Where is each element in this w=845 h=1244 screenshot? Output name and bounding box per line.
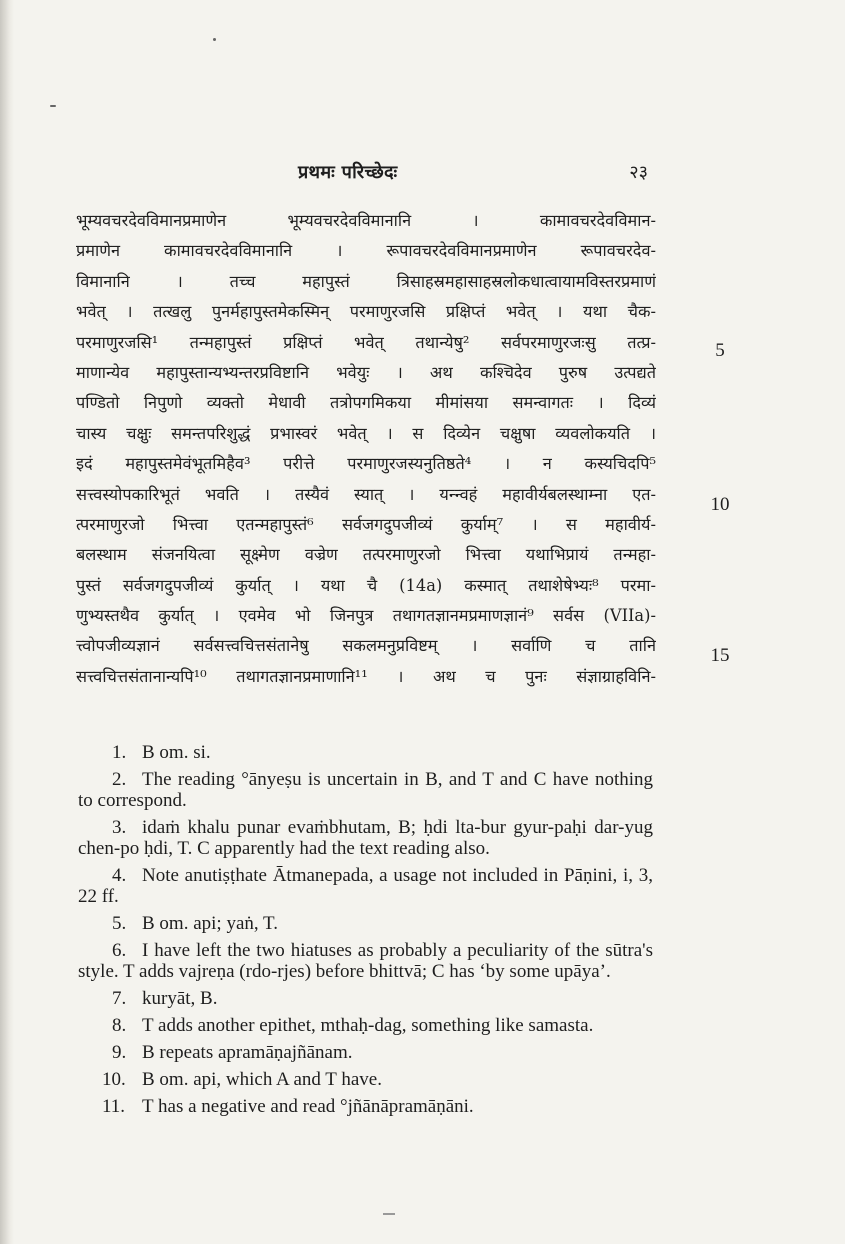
text-line: बलस्थाम संजनयित्वा सूक्ष्मेण वज्रेण तत्परमाणुरजो भित्त्वा यथाभिप्रायं तन्महा- [76,545,656,565]
text-line: भवेत् । तत्खलु पुनर्महापुस्तमेकस्मिन् परमाणुरजसि प्रक्षिप्तं भवेत् । यथा चैक- [76,302,656,322]
text-line: भूम्यवचरदेवविमानप्रमाणेन भूम्यवचरदेवविमानानि । कामावचरदेवविमान- [76,211,656,230]
paper-speck [213,38,216,41]
text-line: त्त्वोपजीव्यज्ञानं सर्वसत्त्वचित्तसंतानेषु सकलमनुप्रविष्टम् । सर्वाणि च तानि [76,636,656,656]
text-line: णुभ्यस्तथैव कुर्यात् । एवमेव भो जिनपुत्र तथागतज्ञानमप्रमाणज्ञानं⁹ सर्वस (VIIa)- [76,606,656,626]
text-line: चास्य चक्षुः समन्तपरिशुद्धं प्रभास्वरं भवेत् । स दिव्येन चक्षुषा व्यवलोकयति । [76,423,656,443]
footnote: 5. B om. api; yaṅ, T. [112,913,278,934]
sanskrit-text-block [76,206,656,692]
footnote: 2. The reading °ānyeṣu is uncertain in B, and T and C have nothing to correspond. [78,769,653,811]
footnote: 7. kuryāt, B. [112,988,218,1009]
page-number: २३ [629,162,648,183]
running-header [296,160,648,190]
text-line: सत्त्वस्योपकारिभूतं भवति । तस्यैवं स्यात् । यन्न्वहं महावीर्यबलस्थाम्ना एत- [76,484,656,504]
bottom-mark [383,1213,395,1215]
text-line: पुस्तं सर्वजगदुपजीव्यं कुर्यात् । यथा चै (14a) कस्मात् तथाशेषेभ्यः⁸ परमा- [76,575,656,595]
page-edge-shadow [0,0,14,1244]
footnotes [78,742,653,1123]
text-line: सत्त्वचित्तसंतानान्यपि¹⁰ तथागतज्ञानप्रमाणानि¹¹ । अथ च पुनः संज्ञाग्राहविनि- [76,666,656,686]
text-line: प्रमाणेन कामावचरदेवविमानानि । रूपावचरदेवविमानप्रमाणेन रूपावचरदेव- [76,241,656,261]
footnote: 4. Note anutiṣṭhate Ātmanepada, a usage not included in Pāṇini, i, 3, 22 ff. [78,865,653,907]
line-number-15: 15 [710,645,730,666]
text-line: विमानानि । तच्च महापुस्तं त्रिसाहस्रमहासाहस्रलोकधात्वायामविस्तरप्रमाणं [76,271,656,291]
footnote: 9. B repeats apramāṇajñānam. [112,1042,353,1063]
footnote: 11. T has a negative and read °jñānāpramāṇāni. [102,1096,474,1117]
text-line: माणान्येव महापुस्तान्यभ्यन्तरप्रविष्टानि भवेयुः । अथ कश्चिदेव पुरुष उत्पद्यते [76,362,656,382]
footnote: 8. T adds another epithet, mthaḥ-dag, something like samasta. [112,1015,594,1036]
line-number-5: 5 [715,340,725,361]
footnote: 6. I have left the two hiatuses as probably a peculiarity of the sūtra's style. T adds vajreṇa (rdo-rjes) before bhittvā; C has ‘by some upāya’. [78,940,653,982]
text-line: इदं महापुस्तमेवंभूतमिहैव³ परीत्ते परमाणुरजस्यनुतिष्ठते⁴ । न कस्यचिदपि⁵ [76,454,656,474]
footnote: 1. B om. si. [112,742,211,763]
paper-speck [50,105,56,107]
footnote: 3. idaṁ khalu punar evaṁbhutam, B; ḥdi lta-bur gyur-paḥi dar-yug chen-po ḥdi, T. C apparently had the text reading also. [78,817,653,859]
footnote: 10. B om. api, which A and T have. [102,1069,382,1090]
text-line: पण्डितो निपुणो व्यक्तो मेधावी तत्रोपगमिकया मीमांसया समन्वागतः । दिव्यं [76,393,656,413]
line-number-10: 10 [710,494,730,515]
text-line: परमाणुरजसि¹ तन्महापुस्तं प्रक्षिप्तं भवेत् तथान्येषु² सर्वपरमाणुरजःसु तत्प्र- [76,332,656,352]
text-line: त्परमाणुरजो भित्त्वा एतन्महापुस्तं⁶ सर्वजगदुपजीव्यं कुर्याम्⁷ । स महावीर्य- [76,514,656,534]
chapter-title: प्रथमः परिच्छेदः [298,162,398,183]
